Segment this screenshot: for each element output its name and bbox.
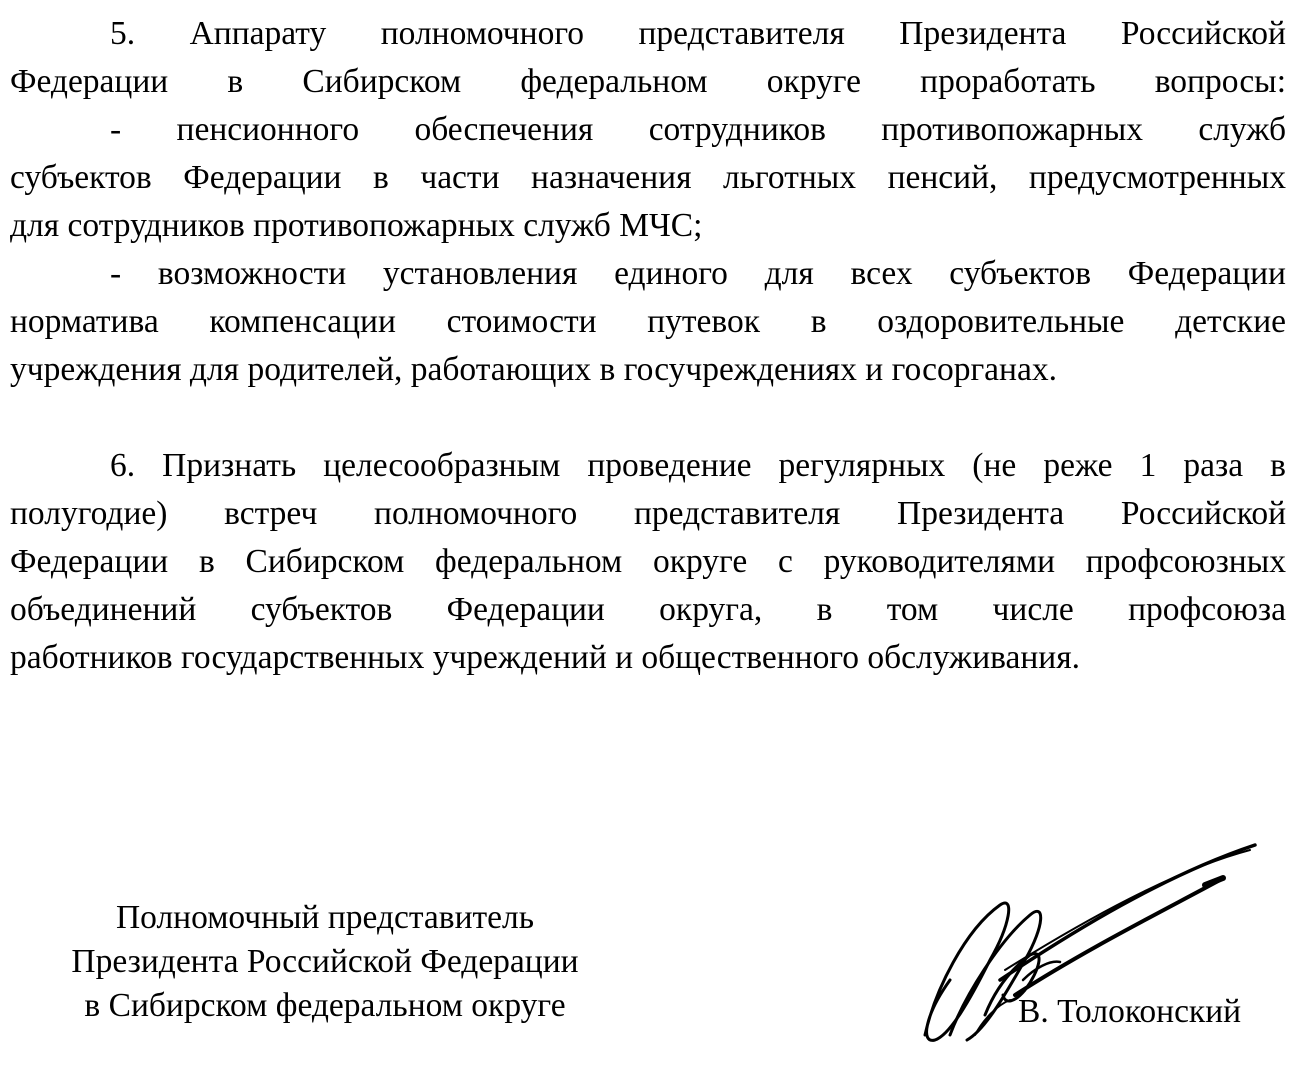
signer-position [20, 896, 630, 1028]
paragraph-6-line-5: работников государственных учреждений и общественного обслуживания. [10, 639, 1081, 676]
paragraph-5-line-1: 5. Аппарату полномочного представителя Президента Российской [110, 15, 1286, 52]
signer-position-line-1: Полномочный представитель [115, 899, 535, 936]
signer-position-line-2: Президента Российской Федерации [71, 943, 579, 980]
paragraph-6-line-4: объединений субъектов Федерации округа, в том числе профсоюза [10, 591, 1286, 628]
paragraph-6-line-3: Федерации в Сибирском федеральном округе с руководителями профсоюзных [10, 543, 1286, 580]
signer-position-line-3: в Сибирском федеральном округе [84, 987, 566, 1024]
paragraph-5-line-4: субъектов Федерации в части назначения льготных пенсий, предусмотренных [10, 159, 1286, 196]
paragraph-5-line-7: норматива компенсации стоимости путевок в оздоровительные детские [10, 303, 1286, 340]
paragraph-5-line-6: - возможности установления единого для всех субъектов Федерации [110, 255, 1286, 292]
paragraph-5-line-2: Федерации в Сибирском федеральном округе проработать вопросы: [10, 63, 1286, 100]
paragraph-5-line-5: для сотрудников противопожарных служб МЧС; [10, 207, 703, 244]
paragraph-6-line-1: 6. Признать целесообразным проведение регулярных (не реже 1 раза в [110, 447, 1286, 484]
paragraph-5-line-8: учреждения для родителей, работающих в госучреждениях и госорганах. [10, 351, 1057, 388]
paragraph-5-line-3: - пенсионного обеспечения сотрудников противопожарных служб [110, 111, 1286, 148]
paragraph-6-line-2: полугодие) встреч полномочного представителя Президента Российской [10, 495, 1286, 532]
signer-name: В. Толоконский [1018, 993, 1242, 1030]
